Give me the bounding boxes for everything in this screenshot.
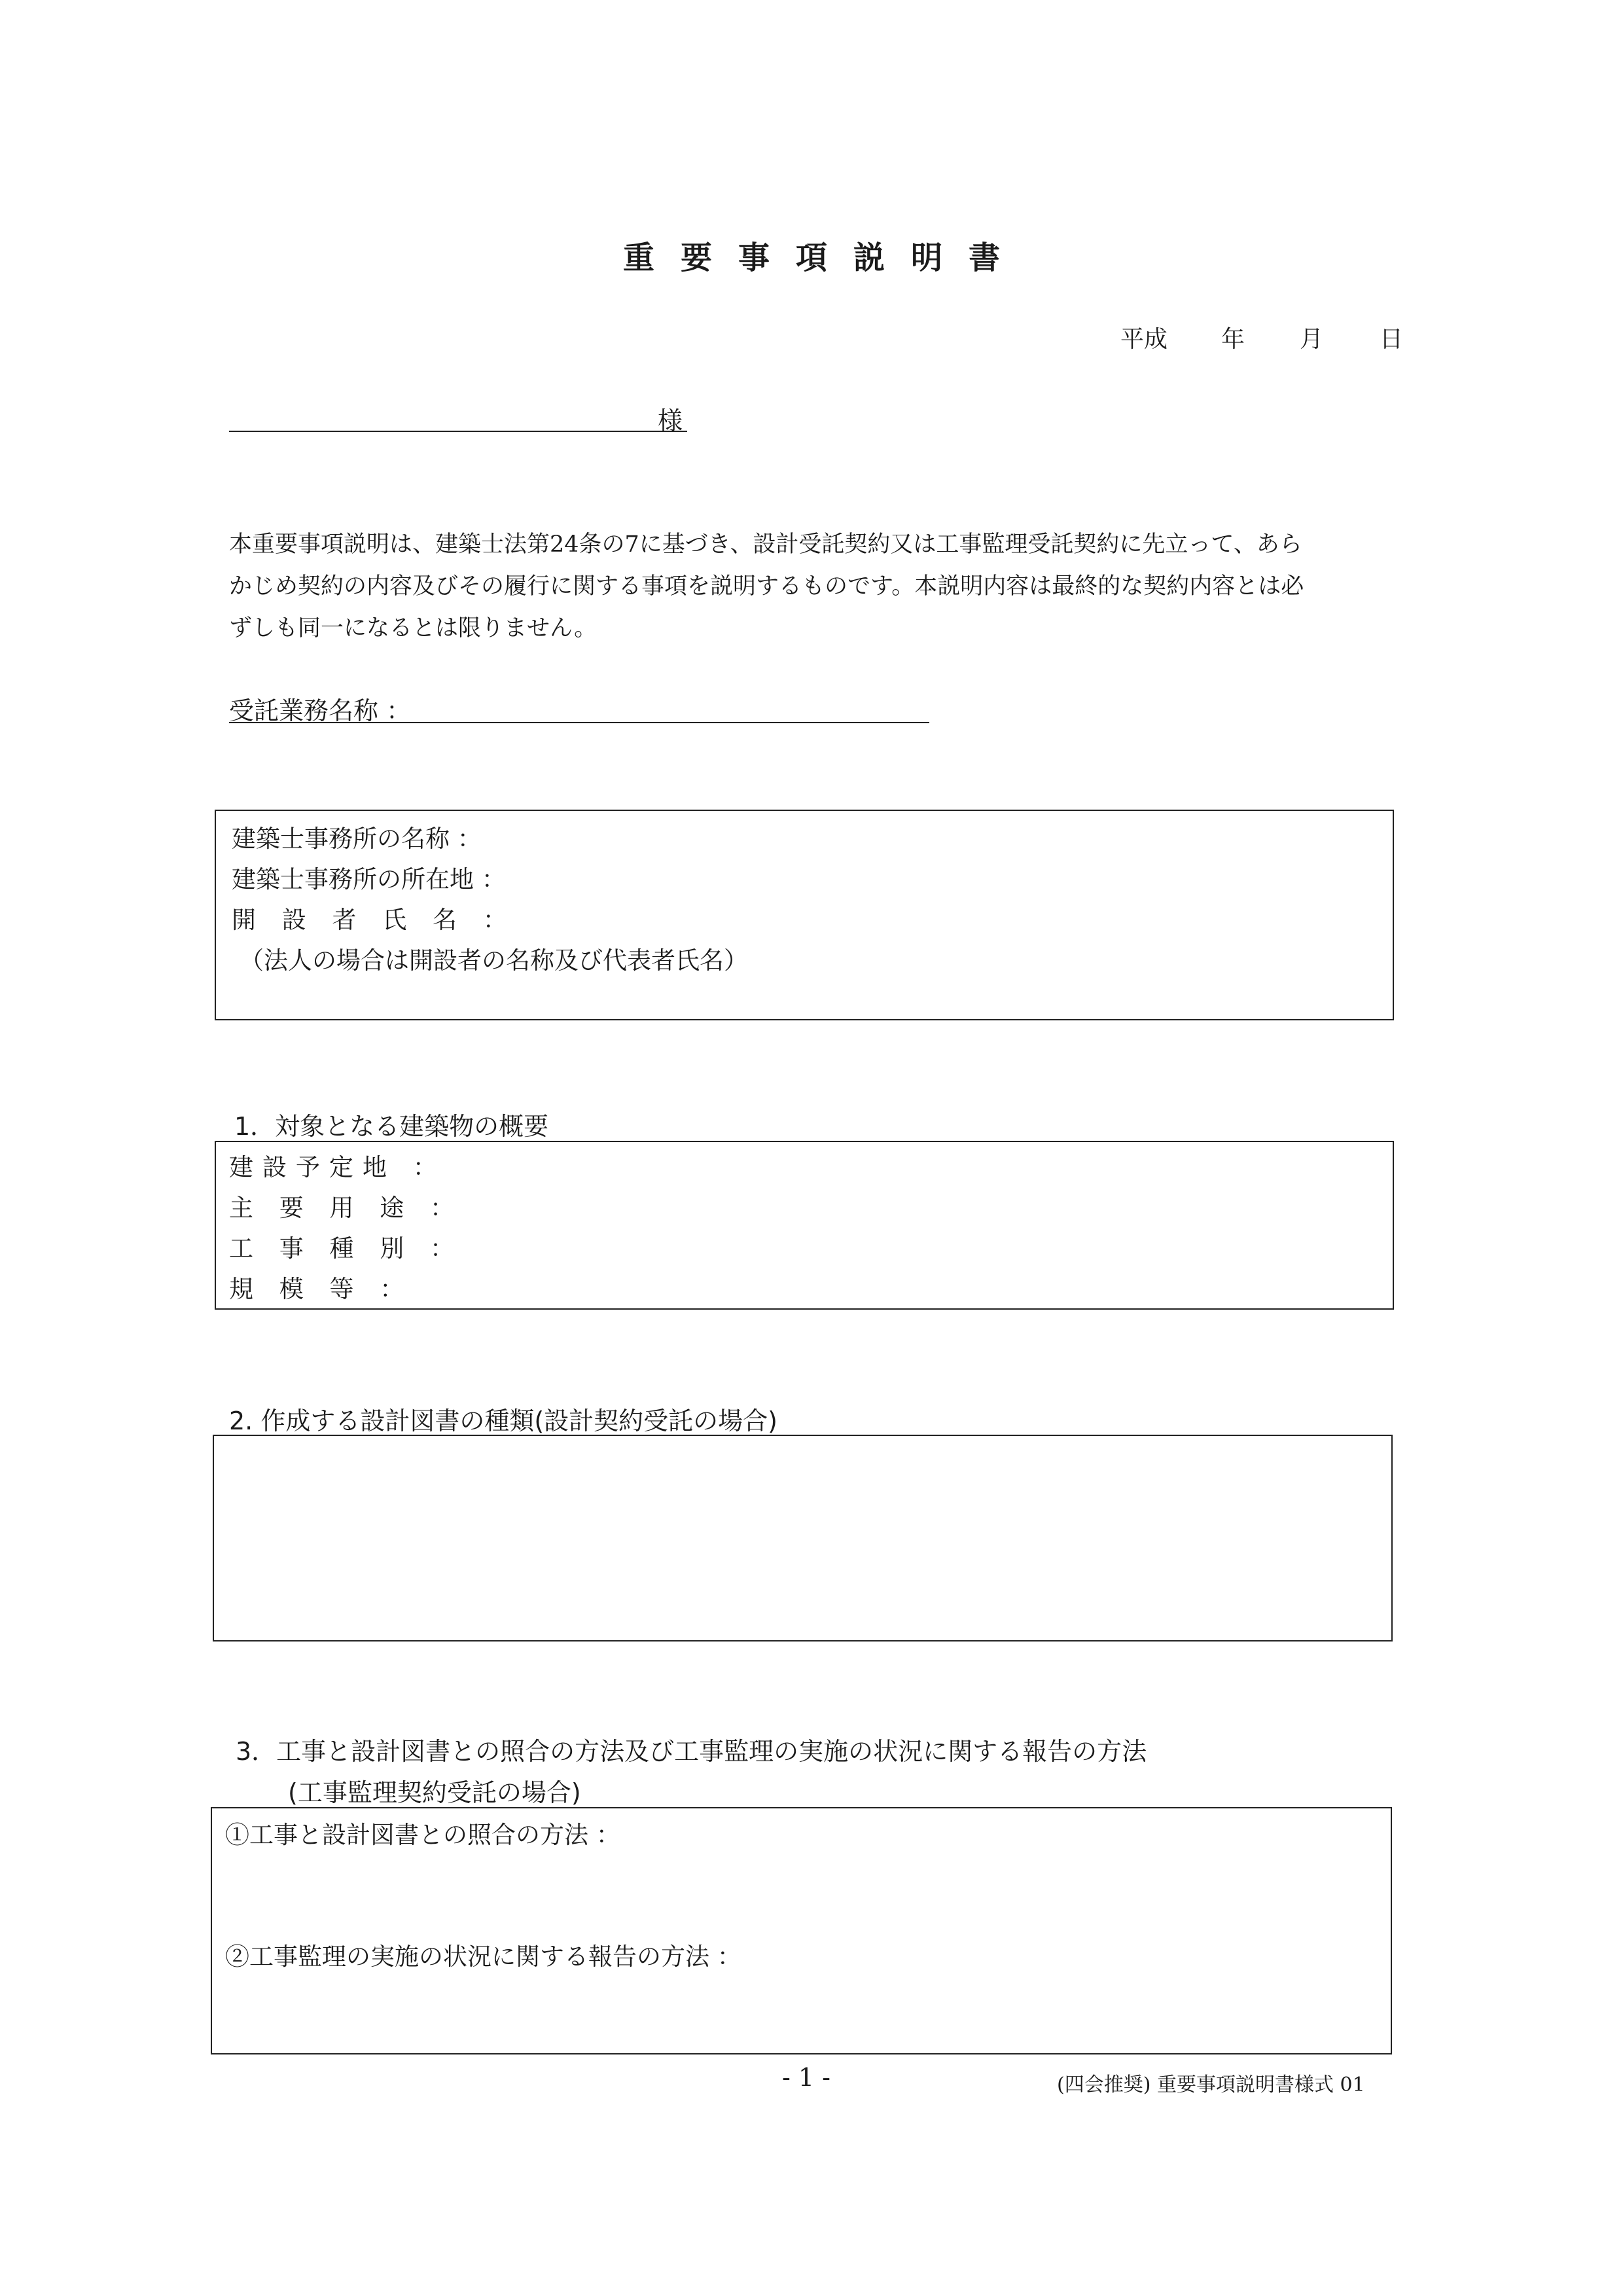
section1-row-use: 主 要 用 途 ： xyxy=(229,1194,464,1222)
section2-heading: 2. 作成する設計図書の種類(設計契約受託の場合) xyxy=(229,1407,777,1435)
project-name-label: 受託業務名称 ： xyxy=(229,696,412,725)
date-day: 日 xyxy=(1380,326,1404,353)
addressee-suffix: 様 xyxy=(658,406,683,435)
document-title: 重要事項説明書 xyxy=(622,240,1026,276)
section3-item1: ①工事と設計図書との照合の方法 ： xyxy=(225,1821,620,1849)
intro-line: ずしも同一になるとは限りません。 xyxy=(229,615,597,641)
section1-row-type: 工 事 種 別 ： xyxy=(229,1234,464,1263)
intro-line: かじめ契約の内容及びその履行に関する事項を説明するものです。本説明内容は最終的な契約内容とは必 xyxy=(229,573,1304,600)
founder-name-label: 開 設 者 氏 名 ： xyxy=(232,906,516,934)
section1-box xyxy=(215,1141,1394,1310)
date-month: 月 xyxy=(1300,326,1324,353)
office-name-label: 建築士事務所の名称 ： xyxy=(232,825,482,853)
section3-subheading: (工事監理契約受託の場合) xyxy=(288,1778,581,1807)
intro-line: 本重要事項説明は、建築士法第24条の7に基づき、設計受託契約又は工事監理受託契約に先立って、あら xyxy=(229,531,1302,558)
section3-heading: 3．工事と設計図書との照合の方法及び工事監理の実施の状況に関する報告の方法 xyxy=(236,1737,1147,1766)
section1-row-site: 建設予定地 ： xyxy=(229,1153,446,1181)
date-era: 平成 xyxy=(1120,326,1168,353)
founder-note: （法人の場合は開設者の名称及び代表者氏名） xyxy=(240,946,748,975)
page-number: - 1 - xyxy=(782,2063,831,2092)
section3-item2: ②工事監理の実施の状況に関する報告の方法 ： xyxy=(225,1943,741,1971)
section1-heading: 1．対象となる建築物の概要 xyxy=(234,1112,549,1141)
form-id: (四会推奨) 重要事項説明書様式 01 xyxy=(1057,2073,1365,2096)
intro-paragraph xyxy=(229,524,1400,649)
date-year: 年 xyxy=(1221,326,1245,353)
office-address-label: 建築士事務所の所在地 ： xyxy=(232,865,506,893)
project-name-line[interactable] xyxy=(229,722,929,723)
addressee-line[interactable] xyxy=(229,431,687,432)
section1-row-scale: 規 模 等 ： xyxy=(229,1275,414,1303)
section3-box xyxy=(211,1807,1392,2054)
office-info-box xyxy=(215,810,1394,1020)
section2-box[interactable] xyxy=(213,1435,1393,1641)
